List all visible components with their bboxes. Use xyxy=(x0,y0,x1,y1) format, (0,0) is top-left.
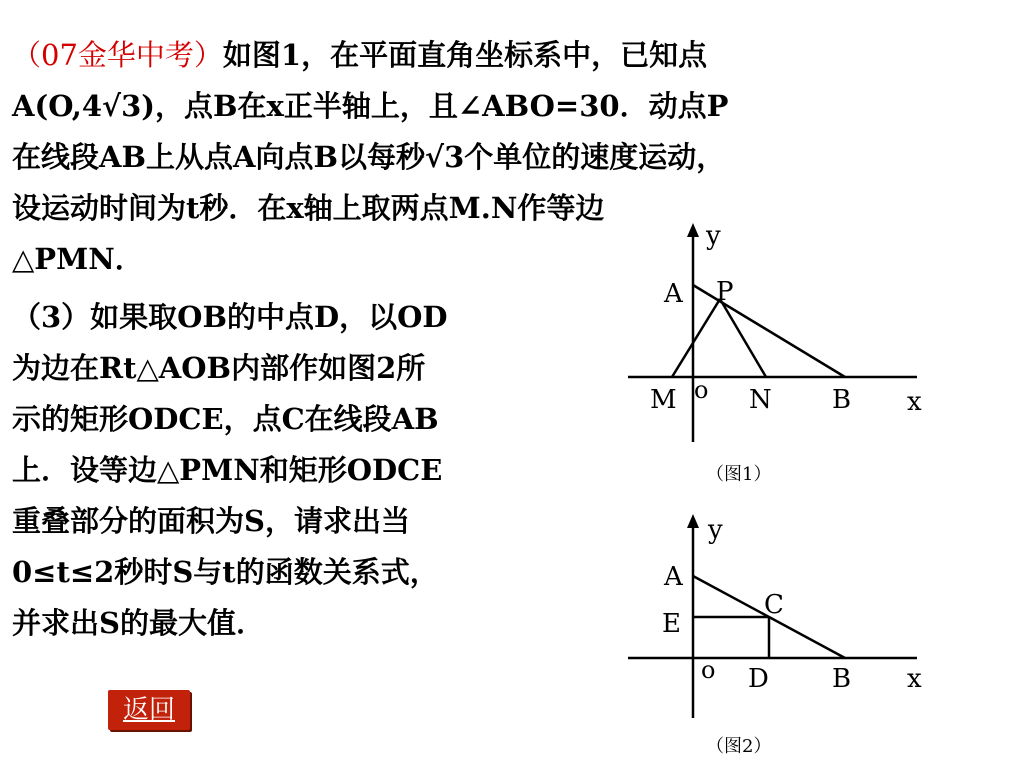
question-line-4: 上．设等边△PMN和矩形ODCE xyxy=(12,453,443,487)
problem-source: （07金华中考） xyxy=(12,38,223,72)
problem-line-5: △PMN． xyxy=(12,242,144,276)
problem-line-3: 在线段AB上从点A向点B以每秒√3个单位的速度运动， xyxy=(12,140,726,174)
problem-line-2: A(O,4√3)，点B在x正半轴上，且∠ABO=30．动点P xyxy=(12,89,729,123)
fig2-label-e: E xyxy=(662,609,681,639)
fig1-label-a: A xyxy=(664,279,683,309)
fig2-label-o: o xyxy=(701,656,716,684)
fig1-caption: （图1） xyxy=(706,464,772,485)
fig1-label-m: M xyxy=(650,385,677,415)
fig1-label-b: B xyxy=(832,385,852,415)
fig2-label-y: y xyxy=(708,515,723,545)
fig2-label-x: x xyxy=(907,664,922,694)
fig2-y-arrow-icon xyxy=(687,514,699,528)
fig1-label-x: x xyxy=(907,387,922,417)
problem-line-1-text: 如图1，在平面直角坐标系中，已知点 xyxy=(222,38,708,72)
fig2-caption: （图2） xyxy=(706,736,772,757)
fig1-label-n: N xyxy=(749,385,772,415)
back-button[interactable]: 返回 xyxy=(108,690,190,730)
fig2-label-d: D xyxy=(748,664,769,694)
fig1-label-y: y xyxy=(706,221,721,251)
fig2-label-a: A xyxy=(664,562,683,592)
question-line-7: 并求出S的最大值． xyxy=(12,606,265,640)
question-line-3: 示的矩形ODCE，点C在线段AB xyxy=(12,402,439,436)
fig1-label-p: P xyxy=(716,277,734,307)
fig2-label-b: B xyxy=(832,664,852,694)
question-line-5: 重叠部分的面积为S，请求出当 xyxy=(12,504,410,538)
problem-line-4: 设运动时间为t秒．在x轴上取两点M.N作等边 xyxy=(12,191,605,225)
fig1-label-o: o xyxy=(694,376,709,404)
question-line-2: 为边在Rt△AOB内部作如图2所 xyxy=(12,351,426,385)
question-line-1: （3）如果取OB的中点D，以OD xyxy=(12,300,448,334)
question-line-6: 0≤t≤2秒时S与t的函数关系式， xyxy=(12,555,439,589)
fig2-label-c: C xyxy=(764,590,784,620)
